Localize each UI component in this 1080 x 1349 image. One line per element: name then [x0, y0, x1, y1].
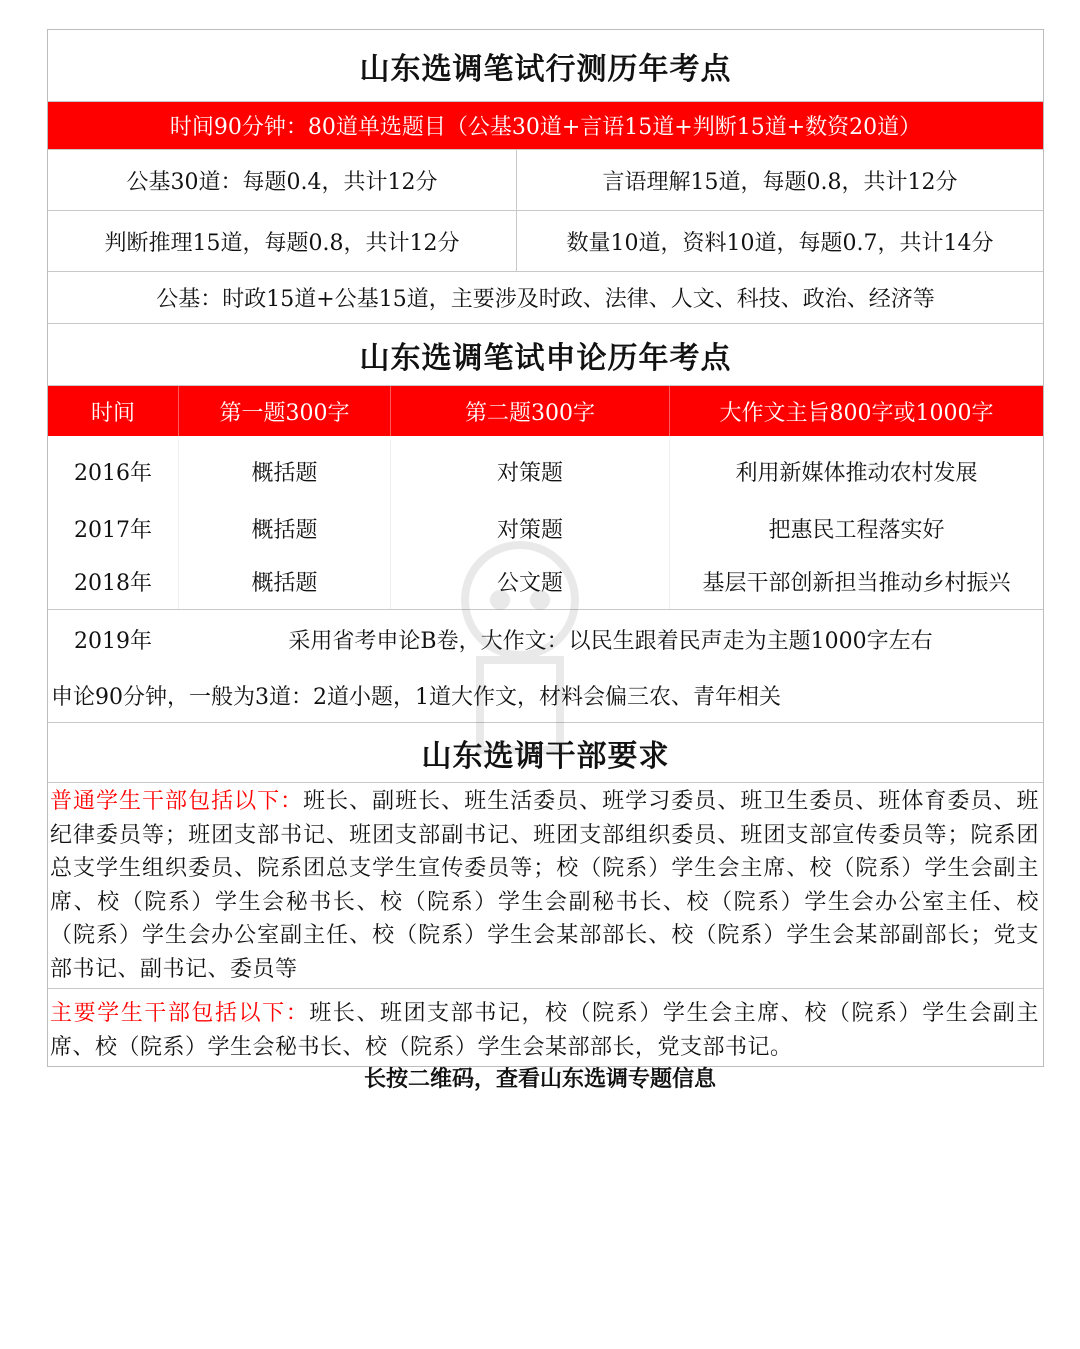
row-essay: 把惠民工程落实好 — [669, 503, 1043, 553]
cadre-title: 山东选调干部要求 — [48, 723, 1043, 783]
exam-note: 公基：时政15道+公基15道，主要涉及时政、法律、人文、科技、政治、经济等 — [48, 272, 1043, 324]
main-cadre-text: 班长、班团支部书记，校（院系）学生会主席、校（院系）学生会副主席、校（院系）学生会秘书长、校（院系）学生会某部部长，党支部书记。 — [50, 1001, 1039, 1060]
row-q1: 概括题 — [178, 503, 390, 553]
exam-title: 山东选调笔试行测历年考点 — [48, 30, 1043, 102]
info-table — [47, 29, 1044, 1067]
table-row — [48, 503, 1043, 553]
score-cell-yanyu: 言语理解15道，每题0.8，共计12分 — [602, 169, 958, 195]
score-cell-shuzi: 数量10道，资料10道，每题0.7，共计14分 — [566, 230, 994, 256]
row-2019-text: 采用省考申论B卷，大作文：以民生跟着民声走为主题1000字左右 — [288, 628, 933, 654]
table-row — [48, 436, 1043, 503]
row-year: 2016年 — [74, 461, 152, 486]
header-q1: 第一题300字 — [178, 386, 390, 436]
general-cadre-text: 班长、副班长、班生活委员、班学习委员、班卫生委员、班体育委员、班纪律委员等；班团支部书记、班团支部副书记、班团支部组织委员、班团支部宣传委员等；院系团总支学生组织委员、院系团总支学生宣传委员等；校（院系）学生会主席、校（院系）学生会副主席、校（院系）学生会秘书长、校（院系）学生会副秘书长、校（院系）学生会办公室主任、校（院系）学生会办公室副主任、校（院系）学生会某部部长、校（院系）学生会某部副部长；党支部书记、副书记、委员等 — [50, 789, 1039, 982]
exam-score-row-2 — [48, 211, 1043, 272]
main-cadre-label: 主要学生干部包括以下： — [50, 1001, 310, 1026]
table-row — [48, 553, 1043, 610]
essay-table-header — [48, 386, 1043, 436]
exam-banner: 时间90分钟：80道单选题目（公基30道+言语15道+判断15道+数资20道） — [48, 102, 1043, 150]
table-row-2019 — [48, 610, 1043, 668]
essay-note: 申论90分钟，一般为3道：2道小题，1道大作文，材料会偏三农、青年相关 — [48, 668, 1043, 723]
row-essay: 利用新媒体推动农村发展 — [669, 440, 1043, 503]
row-year: 2018年 — [74, 570, 152, 596]
footer-caption: 长按二维码，查看山东选调专题信息 — [363, 1067, 716, 1092]
general-cadre-paragraph — [48, 783, 1043, 989]
row-q2: 对策题 — [390, 440, 669, 503]
row-q1: 概括题 — [178, 440, 390, 503]
score-cell-panduan: 判断推理15道，每题0.8，共计12分 — [48, 211, 517, 271]
header-essay: 大作文主旨800字或1000字 — [669, 386, 1043, 436]
row-essay: 基层干部创新担当推动乡村振兴 — [669, 553, 1043, 609]
header-time: 时间 — [90, 400, 135, 426]
row-q1: 概括题 — [178, 553, 390, 609]
row-year: 2019年 — [74, 628, 152, 654]
general-cadre-label: 普通学生干部包括以下： — [50, 789, 304, 814]
header-q2: 第二题300字 — [390, 386, 669, 436]
row-year: 2017年 — [74, 517, 152, 543]
essay-title: 山东选调笔试申论历年考点 — [48, 324, 1043, 386]
main-cadre-paragraph — [48, 989, 1043, 1066]
score-cell-gongji: 公基30道：每题0.4，共计12分 — [48, 150, 517, 210]
exam-score-row-1 — [48, 150, 1043, 211]
row-q2: 公文题 — [390, 553, 669, 609]
row-q2: 对策题 — [390, 503, 669, 553]
